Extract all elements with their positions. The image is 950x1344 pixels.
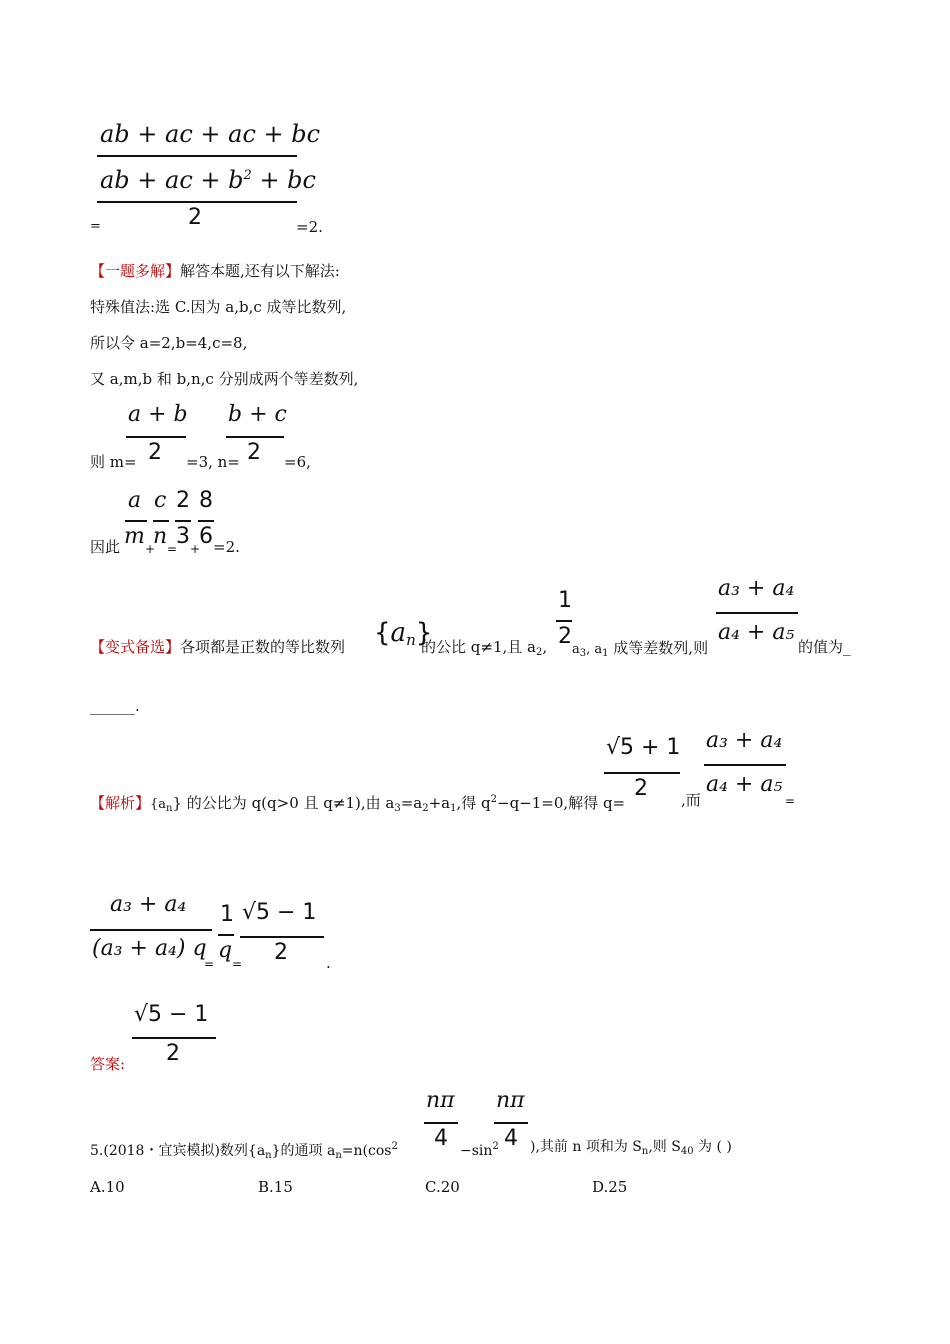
- n-denominator: 2: [247, 440, 261, 465]
- answer-denominator: 2: [166, 1041, 180, 1066]
- answer-numerator: √5 − 1: [134, 1002, 209, 1027]
- thus-prefix: 因此: [90, 538, 121, 556]
- deriv-numerator: a₃ + a₄: [110, 892, 187, 917]
- multi-solution-tag: 【一题多解】: [90, 262, 181, 280]
- variant-frac-bar: [716, 612, 798, 614]
- outer-fraction-bar: [97, 201, 297, 203]
- inner-fraction-bar: [97, 155, 297, 157]
- p5-frac1-bar: [424, 1122, 458, 1124]
- deriv-denominator: (a₃ + a₄) q: [92, 936, 207, 961]
- variant-line: 【变式备选】各项都是正数的等比数列: [90, 638, 346, 656]
- multi-solution-line2: 所以令 a=2,b=4,c=8,: [90, 334, 248, 352]
- frac-3-den: 3: [176, 524, 190, 549]
- and-text: ,而: [681, 791, 701, 809]
- option-b: B.15: [258, 1178, 293, 1196]
- multi-solution-line1: 特殊值法:选 C.因为 a,b,c 成等比数列,: [90, 298, 347, 316]
- m-result: =3, n=: [186, 453, 240, 471]
- one-over-q-bar: [218, 934, 234, 936]
- m-denominator: 2: [148, 440, 162, 465]
- m-fraction-bar: [126, 436, 186, 438]
- multi-solution-heading: 【一题多解】解答本题,还有以下解法:: [90, 262, 340, 280]
- half-denominator: 2: [558, 624, 572, 649]
- q-denominator: 2: [634, 776, 648, 801]
- one-denominator: q: [218, 938, 233, 963]
- deriv-eq2: =: [232, 957, 243, 971]
- option-a: A.10: [90, 1178, 125, 1196]
- option-c: C.20: [425, 1178, 460, 1196]
- p5-frac1-numerator: nπ: [426, 1088, 455, 1113]
- deriv-period: .: [326, 954, 331, 972]
- frac-8-num: 8: [199, 488, 213, 513]
- half-numerator: 1: [558, 588, 572, 613]
- deriv-result-denominator: 2: [274, 940, 288, 965]
- deriv-eq1: =: [204, 957, 215, 971]
- option-d: D.25: [592, 1178, 628, 1196]
- frac-c-num: c: [154, 488, 167, 513]
- eq-1: =: [167, 542, 178, 556]
- variant-frac-numerator: a₃ + a₄: [718, 576, 795, 601]
- m-numerator: a + b: [128, 402, 188, 427]
- plus-1: +: [145, 542, 156, 556]
- answer-bar: [132, 1037, 216, 1039]
- frac-8-bar: [198, 520, 214, 522]
- analysis-frac-bar: [704, 764, 786, 766]
- n-result: =6,: [284, 453, 311, 471]
- variant-tag: 【变式备选】: [90, 638, 181, 656]
- deriv-result-bar: [240, 936, 324, 938]
- problem5-text-c: ),其前 n 项和为 $S_n$,则 $S_{40}$ 为 ( ): [530, 1139, 732, 1157]
- variant-frac-denominator: a₄ + a₅: [718, 620, 795, 645]
- deriv-fraction-bar: [90, 929, 212, 931]
- p5-frac1-denominator: 4: [434, 1126, 448, 1151]
- deriv-result-numerator: √5 − 1: [242, 900, 317, 925]
- answer-label: 答案:: [90, 1055, 126, 1073]
- frac-c-bar: [153, 520, 169, 522]
- frac-6-den: 6: [199, 524, 213, 549]
- half-bar: [556, 620, 572, 622]
- frac-a-bar: [125, 520, 147, 522]
- analysis-tag: 【解析】: [90, 794, 151, 812]
- p5-frac2-numerator: nπ: [496, 1088, 525, 1113]
- eq-result: =2.: [296, 218, 323, 236]
- frac-a-num: a: [128, 488, 142, 513]
- n-fraction-bar: [226, 436, 284, 438]
- n-numerator: b + c: [228, 402, 287, 427]
- variant-text3: $a_3$, $a_1$ 成等差数列,则: [572, 639, 709, 659]
- one-numerator: 1: [220, 902, 234, 927]
- outer-denominator: 2: [188, 205, 202, 230]
- inner-numerator: ab + ac + ac + bc: [100, 120, 321, 148]
- problem5-text-a: 5.(2018・宜宾模拟)数列$\{a_n\}$的通项 $a_n=n(\cos^2$: [90, 1141, 398, 1161]
- inner-denominator: ab + ac + $b^2$ + bc: [100, 166, 316, 194]
- sequence-notation: {an}: [374, 618, 433, 649]
- analysis-eq: =: [785, 794, 796, 808]
- multi-solution-line3: 又 a,m,b 和 b,n,c 分别成两个等差数列,: [90, 370, 359, 388]
- variant-text2: 的公比 q≠1,且 $a_2$,: [421, 638, 548, 658]
- q-numerator: √5 + 1: [606, 735, 681, 760]
- analysis-frac-denominator: a₄ + a₅: [706, 772, 783, 797]
- p5-frac2-denominator: 4: [504, 1126, 518, 1151]
- plus-2: +: [190, 542, 201, 556]
- analysis-frac-numerator: a₃ + a₄: [706, 728, 783, 753]
- q-fraction-bar: [604, 772, 680, 774]
- variant-text4: 的值为_: [798, 638, 851, 656]
- final-result: =2.: [213, 538, 240, 556]
- p5-frac2-bar: [494, 1122, 528, 1124]
- answer-blank: ______.: [90, 697, 140, 715]
- frac-2-num: 2: [176, 488, 190, 513]
- frac-c-den: n: [153, 524, 168, 549]
- frac-2-bar: [175, 520, 191, 522]
- then-prefix: 则 m=: [90, 453, 137, 471]
- analysis-line: 【解析】$\{a_n\}$ 的公比为 q(q>0 且 q≠1),由 $a_3=a_2+a_1$,得 $q^2-q-1=0$,解得 q=: [90, 794, 626, 814]
- eq-left: =: [90, 219, 101, 234]
- problem5-text-b: $-\sin^2$: [460, 1141, 499, 1159]
- frac-a-den: m: [124, 524, 145, 549]
